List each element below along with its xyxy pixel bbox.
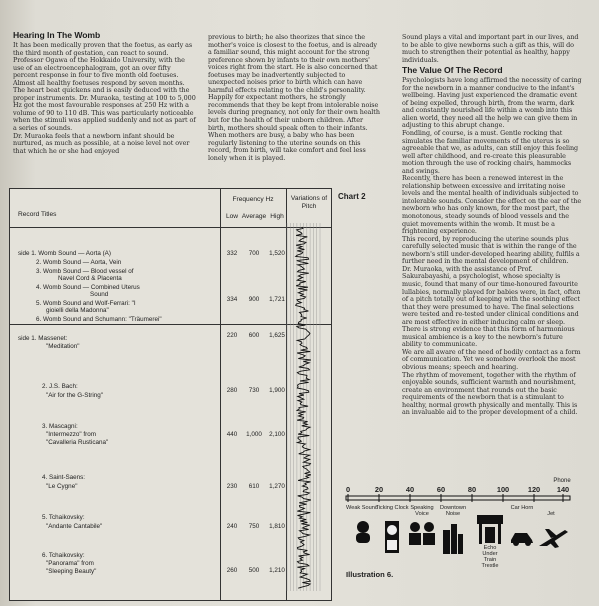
- paragraph: Sound plays a vital and important part in our lives, and to be able to give newborns such a gift as this, will do much to strengthen their potential as healthy, happy individuals.: [402, 33, 579, 64]
- header-variations: Variations of: [290, 195, 328, 202]
- chart-2-label: Chart 2: [338, 192, 366, 201]
- title-bach: 2. J.S. Bach:: [42, 383, 78, 390]
- title-tchaikovsky-1: 5. Tchaikovsky:: [42, 514, 85, 521]
- high-value: 1,625: [269, 332, 285, 339]
- title-womb-4: 4. Womb Sound — Combined Uterus: [36, 284, 140, 291]
- average-value: 610: [248, 483, 260, 490]
- title-womb-6: 6. Womb Sound and Schumann: "Träumerei": [36, 316, 162, 323]
- title-womb-5b: gioielli della Madonna": [46, 307, 109, 314]
- low-value: 220: [226, 332, 238, 339]
- tick-100: 100: [496, 485, 510, 494]
- average-value: 700: [248, 250, 260, 257]
- average-value: 750: [248, 523, 260, 530]
- paragraph: Dr. Muraoka, with the assistance of Prof. Sakurabayashi, a psychologist, whose specialty is music, found that many of our time-honoured favourite lullabies, normally played for babies were, in fact, often of a pitch totally out of keeping with the soothing effect that they were presumed to have. The final selections were tested and re-tested under clinical conditions and are most effective in either inducing calm or sleep. There is strong evidence that this form of harmonious musical ambience is a key to the newborn's future ability to communicate.: [402, 264, 581, 349]
- paragraph: This record, by reproducing the uterine sounds plus carefully selected music that is within the range of the newborn's still under-developed hearing ability, fulfils a further need in the mental development of children.: [402, 234, 580, 266]
- high-value: 2,100: [269, 431, 285, 438]
- title-womb-1: side 1. Womb Sound — Aorta (A): [18, 250, 111, 257]
- speaking-people-icon: [408, 520, 436, 546]
- low-value: 230: [226, 483, 238, 490]
- title-womb-2: 2. Womb Sound — Aorta, Vein: [36, 259, 122, 266]
- title-saint-saens: 4. Saint-Saens:: [42, 474, 86, 481]
- title-tchaikovsky-2-work: "Panorama" from: [46, 560, 94, 567]
- title-tchaikovsky-2-work-2: "Sleeping Beauty": [46, 568, 97, 575]
- title-saint-saens-work: "Le Cygne": [46, 483, 78, 490]
- column-hearing-in-the-womb: [13, 30, 197, 155]
- label-jet: Jet: [547, 511, 555, 517]
- paragraph: Psychologists have long affirmed the necessity of caring for the newborn in a manner conducive to the infant's wellbeing. Having just experienced the dramatic event of being expelled, through birth, from the warm, dark and constantly nourished life within a womb into this alien world, they need all the help we can give them in adjusting to this abrupt change.: [402, 76, 582, 130]
- label-car-horn: Car Horn: [510, 505, 534, 511]
- label-ticking-clock: Ticking Clock: [375, 505, 409, 511]
- tick-80: 80: [467, 485, 477, 494]
- car-icon: [509, 530, 535, 546]
- pitch-trace-line: [296, 227, 311, 588]
- average-value: 500: [248, 567, 260, 574]
- tick-60: 60: [436, 485, 446, 494]
- title-womb-3b: Navel Cord & Placenta: [58, 275, 122, 282]
- heading-value-of-the-record: The Value Of The Record: [402, 65, 503, 76]
- jet-plane-icon: [537, 526, 569, 550]
- title-bach-work: "Air for the G-String": [46, 392, 103, 399]
- average-value: 730: [248, 387, 260, 394]
- title-tchaikovsky-1-work: "Andante Cantabile": [46, 523, 103, 530]
- paragraph: Fondling, of course, is a must. Gentle rocking that simulates the familiar movements of the uterus is so agreeable that we, as adults, can still enjoy this feeling well after childhood, and re-create this pleasurable motion through the use of rocking chairs, hammocks and swings.: [402, 129, 579, 175]
- title-mascagni-work: "Intermezzo" from: [46, 431, 96, 438]
- label-downtown-noise: Downtown Noise: [439, 505, 467, 517]
- label-echo-under-train-trestle: Echo Under Train Trestle: [481, 545, 499, 569]
- header-record-titles: Record Titles: [18, 211, 57, 218]
- header-frequency: Frequency Hz: [232, 196, 274, 203]
- high-value: 1,810: [269, 523, 285, 530]
- header-average: Average: [241, 213, 267, 220]
- label-speaking-voice: Speaking Voice: [410, 505, 434, 517]
- pitch-variation-graph: [285, 193, 322, 593]
- phone-label: Phone: [553, 478, 571, 484]
- tick-0: 0: [345, 485, 351, 494]
- low-value: 334: [226, 296, 238, 303]
- average-value: 1,000: [246, 431, 262, 438]
- average-value: 600: [248, 332, 260, 339]
- low-value: 440: [226, 431, 238, 438]
- paragraph: Recently, there has been a renewed interest in the relationship between excessive and irritating noise levels and the mental health of individuals subjected to intolerable sounds. Consider the effect on the ear of the newborn who has only known, for the most part, the monotonous, steady sounds of blood vessels and the quiet movements within the womb. It must be a frightening experience.: [402, 174, 582, 236]
- high-value: 1,721: [269, 296, 285, 303]
- paragraph: It has been medically proven that the foetus, as early as the third month of gestation, can react to sound. Professor Ogawa of the Hokkaido University, with the use of an electroencephalogram, got an over fifty percent response in four to five month old foetuses. Almost all healthy foetuses respond by seven months. The heart beat quickens and is easily deduced with the proper instruments. Dr. Muraoka, testing at 100 to 5,000 Hz got the most favourable responses at 250 Hz with a volume of 90 to 110 dB. This was particularly noticeable when the stimuli was applied suddenly and not as part of a series of sounds.: [13, 41, 196, 133]
- tick-40: 40: [405, 485, 415, 494]
- title-mascagni-work-2: "Cavalleria Rusticana": [46, 439, 109, 446]
- header-high: High: [270, 213, 284, 220]
- header-low: Low: [225, 213, 239, 220]
- illustration-caption: Illustration 6.: [346, 570, 394, 579]
- paragraph: previous to birth; he also theorizes that since the mother's voice is closest to the foetus, and is already a familiar sound, this might account for the strong preference shown by infants to their own mothers' voices right from the start. He is also concerned that foetuses may be inadvertently subjected to unexpected noises prior to birth which can have harmful effects relating to the child's personality.: [208, 33, 378, 94]
- paragraph: We are all aware of the need of bodily contact as a form of communication. Yet we somehow overlook the most obvious means; speech and hearing.: [402, 347, 581, 371]
- illustration-loudness-scale: [342, 478, 582, 598]
- high-value: 1,270: [269, 483, 285, 490]
- high-value: 1,520: [269, 250, 285, 257]
- title-mascagni: 3. Mascagni:: [42, 423, 78, 430]
- baby-listening-icon: [352, 520, 374, 544]
- train-trestle-icon: [476, 513, 504, 545]
- paragraph: Happily for expectant mothers, he strongly recommends that they be kept from intolerable noise levels during pregnancy, not only for their own health but for the health of their unborn children. After birth, mothers should speak often to their infants. When mothers are busy, a baby who has been regularly listening to the uterine sounds on this record, from birth, will take comfort and feel less lonely when it is played.: [208, 93, 380, 162]
- high-value: 1,900: [269, 387, 285, 394]
- header-pitch: Pitch: [301, 203, 317, 210]
- paragraph: The rhythm of movement, together with the rhythm of enjoyable sounds, sufficient warmth and nourishment, create an environment that rounds out the basic requirements of the newborn that is a stimulant to healthy, normal growth physically and mentally. This is an invaluable aid to the proper development of a child.: [402, 370, 578, 417]
- low-value: 280: [226, 387, 238, 394]
- title-womb-3: 3. Womb Sound — Blood vessel of: [36, 268, 134, 275]
- high-value: 1,210: [269, 567, 285, 574]
- clock-icon: [384, 520, 400, 554]
- title-massenet: side 1. Massenet:: [18, 335, 68, 342]
- tick-140: 140: [556, 485, 570, 494]
- title-tchaikovsky-2: 6. Tchaikovsky:: [42, 552, 85, 559]
- column-value-of-record: [402, 34, 582, 417]
- frequency-table: [9, 188, 332, 601]
- low-value: 332: [226, 250, 238, 257]
- city-buildings-icon: [442, 522, 464, 554]
- heading-hearing-in-the-womb: Hearing In The Womb: [13, 30, 101, 40]
- tick-120: 120: [527, 485, 541, 494]
- average-value: 900: [248, 296, 260, 303]
- table-divider: [10, 324, 331, 325]
- title-womb-4b: Sound: [90, 291, 109, 298]
- tick-20: 20: [374, 485, 384, 494]
- table-divider: [220, 189, 221, 600]
- table-divider: [10, 227, 331, 228]
- title-massenet-work: "Meditation": [46, 343, 80, 350]
- column-two: [208, 34, 380, 162]
- scale-bar: [342, 494, 582, 504]
- low-value: 260: [226, 567, 238, 574]
- title-womb-5: 5. Womb Sound and Wolf-Ferrari: "I: [36, 300, 136, 307]
- low-value: 240: [226, 523, 238, 530]
- label-weak-sound: Weak Sound: [346, 505, 378, 511]
- paragraph: Dr. Muraoka feels that a newborn infant should be nurtured, as much as possible, at a noise level not over that which he or she had enjoyed: [13, 131, 190, 155]
